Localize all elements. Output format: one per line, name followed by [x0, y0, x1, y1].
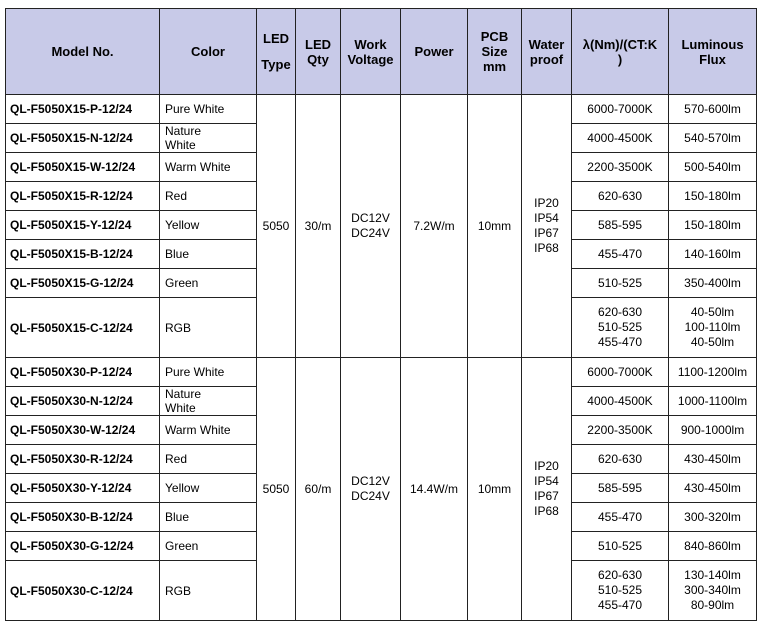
color-cell: Green	[160, 269, 257, 298]
wavelength-cell: 510-525	[572, 269, 669, 298]
model-cell: QL-F5050X15-P-12/24	[6, 95, 160, 124]
model-cell: QL-F5050X30-Y-12/24	[6, 474, 160, 503]
color-cell: RGB	[160, 298, 257, 358]
pcb-size-cell: 10mm	[468, 358, 522, 621]
luminous-flux-cell: 430-450lm	[669, 474, 757, 503]
model-cell: QL-F5050X30-R-12/24	[6, 445, 160, 474]
wavelength-cell: 6000-7000K	[572, 358, 669, 387]
luminous-flux-cell: 150-180lm	[669, 211, 757, 240]
wavelength-cell: 455-470	[572, 240, 669, 269]
power-cell: 14.4W/m	[401, 358, 468, 621]
wavelength-cell: 4000-4500K	[572, 387, 669, 416]
luminous-flux-cell: 40-50lm 100-110lm 40-50lm	[669, 298, 757, 358]
waterproof-cell: IP20 IP54 IP67 IP68	[522, 358, 572, 621]
wavelength-cell: 510-525	[572, 532, 669, 561]
header-wavelength: λ(Nm)/(CT:K )	[572, 9, 669, 95]
header-work-voltage: Work Voltage	[341, 9, 401, 95]
header-power: Power	[401, 9, 468, 95]
model-cell: QL-F5050X30-C-12/24	[6, 561, 160, 621]
color-cell: Blue	[160, 503, 257, 532]
header-model: Model No.	[6, 9, 160, 95]
wavelength-cell: 620-630 510-525 455-470	[572, 298, 669, 358]
table-row	[6, 358, 757, 387]
model-cell: QL-F5050X30-N-12/24	[6, 387, 160, 416]
model-cell: QL-F5050X15-N-12/24	[6, 124, 160, 153]
header-pcb-size: PCB Size mm	[468, 9, 522, 95]
color-cell: Pure White	[160, 95, 257, 124]
header-waterproof: Water proof	[522, 9, 572, 95]
wavelength-cell: 2200-3500K	[572, 153, 669, 182]
color-cell: Yellow	[160, 474, 257, 503]
luminous-flux-cell: 540-570lm	[669, 124, 757, 153]
led-type-cell: 5050	[257, 358, 296, 621]
luminous-flux-cell: 900-1000lm	[669, 416, 757, 445]
luminous-flux-cell: 1000-1100lm	[669, 387, 757, 416]
wavelength-cell: 585-595	[572, 474, 669, 503]
header-led-qty: LED Qty	[296, 9, 341, 95]
luminous-flux-cell: 430-450lm	[669, 445, 757, 474]
wavelength-cell: 620-630	[572, 182, 669, 211]
model-cell: QL-F5050X15-B-12/24	[6, 240, 160, 269]
power-cell: 7.2W/m	[401, 95, 468, 358]
table-row	[6, 95, 757, 124]
model-cell: QL-F5050X15-G-12/24	[6, 269, 160, 298]
led-type-cell: 5050	[257, 95, 296, 358]
luminous-flux-cell: 840-860lm	[669, 532, 757, 561]
luminous-flux-cell: 350-400lm	[669, 269, 757, 298]
color-cell: Nature White	[160, 387, 257, 416]
luminous-flux-cell: 140-160lm	[669, 240, 757, 269]
model-cell: QL-F5050X30-W-12/24	[6, 416, 160, 445]
pcb-size-cell: 10mm	[468, 95, 522, 358]
model-cell: QL-F5050X15-Y-12/24	[6, 211, 160, 240]
luminous-flux-cell: 300-320lm	[669, 503, 757, 532]
work-voltage-cell: DC12V DC24V	[341, 358, 401, 621]
color-cell: Blue	[160, 240, 257, 269]
wavelength-cell: 4000-4500K	[572, 124, 669, 153]
color-cell: Pure White	[160, 358, 257, 387]
led-qty-cell: 30/m	[296, 95, 341, 358]
header-led-type: LED Type	[257, 9, 296, 95]
led-qty-cell: 60/m	[296, 358, 341, 621]
wavelength-cell: 455-470	[572, 503, 669, 532]
model-cell: QL-F5050X30-P-12/24	[6, 358, 160, 387]
header-row	[6, 9, 757, 95]
luminous-flux-cell: 150-180lm	[669, 182, 757, 211]
wavelength-cell: 585-595	[572, 211, 669, 240]
wavelength-cell: 6000-7000K	[572, 95, 669, 124]
luminous-flux-cell: 500-540lm	[669, 153, 757, 182]
header-luminous-flux: Luminous Flux	[669, 9, 757, 95]
color-cell: RGB	[160, 561, 257, 621]
color-cell: Green	[160, 532, 257, 561]
luminous-flux-cell: 570-600lm	[669, 95, 757, 124]
wavelength-cell: 620-630 510-525 455-470	[572, 561, 669, 621]
color-cell: Warm White	[160, 416, 257, 445]
work-voltage-cell: DC12V DC24V	[341, 95, 401, 358]
color-cell: Red	[160, 182, 257, 211]
luminous-flux-cell: 130-140lm 300-340lm 80-90lm	[669, 561, 757, 621]
header-color: Color	[160, 9, 257, 95]
model-cell: QL-F5050X15-W-12/24	[6, 153, 160, 182]
luminous-flux-cell: 1100-1200lm	[669, 358, 757, 387]
spec-table	[5, 8, 757, 621]
table-body	[6, 95, 757, 621]
color-cell: Warm White	[160, 153, 257, 182]
model-cell: QL-F5050X15-R-12/24	[6, 182, 160, 211]
color-cell: Yellow	[160, 211, 257, 240]
waterproof-cell: IP20 IP54 IP67 IP68	[522, 95, 572, 358]
color-cell: Nature White	[160, 124, 257, 153]
model-cell: QL-F5050X15-C-12/24	[6, 298, 160, 358]
wavelength-cell: 620-630	[572, 445, 669, 474]
model-cell: QL-F5050X30-G-12/24	[6, 532, 160, 561]
wavelength-cell: 2200-3500K	[572, 416, 669, 445]
model-cell: QL-F5050X30-B-12/24	[6, 503, 160, 532]
color-cell: Red	[160, 445, 257, 474]
